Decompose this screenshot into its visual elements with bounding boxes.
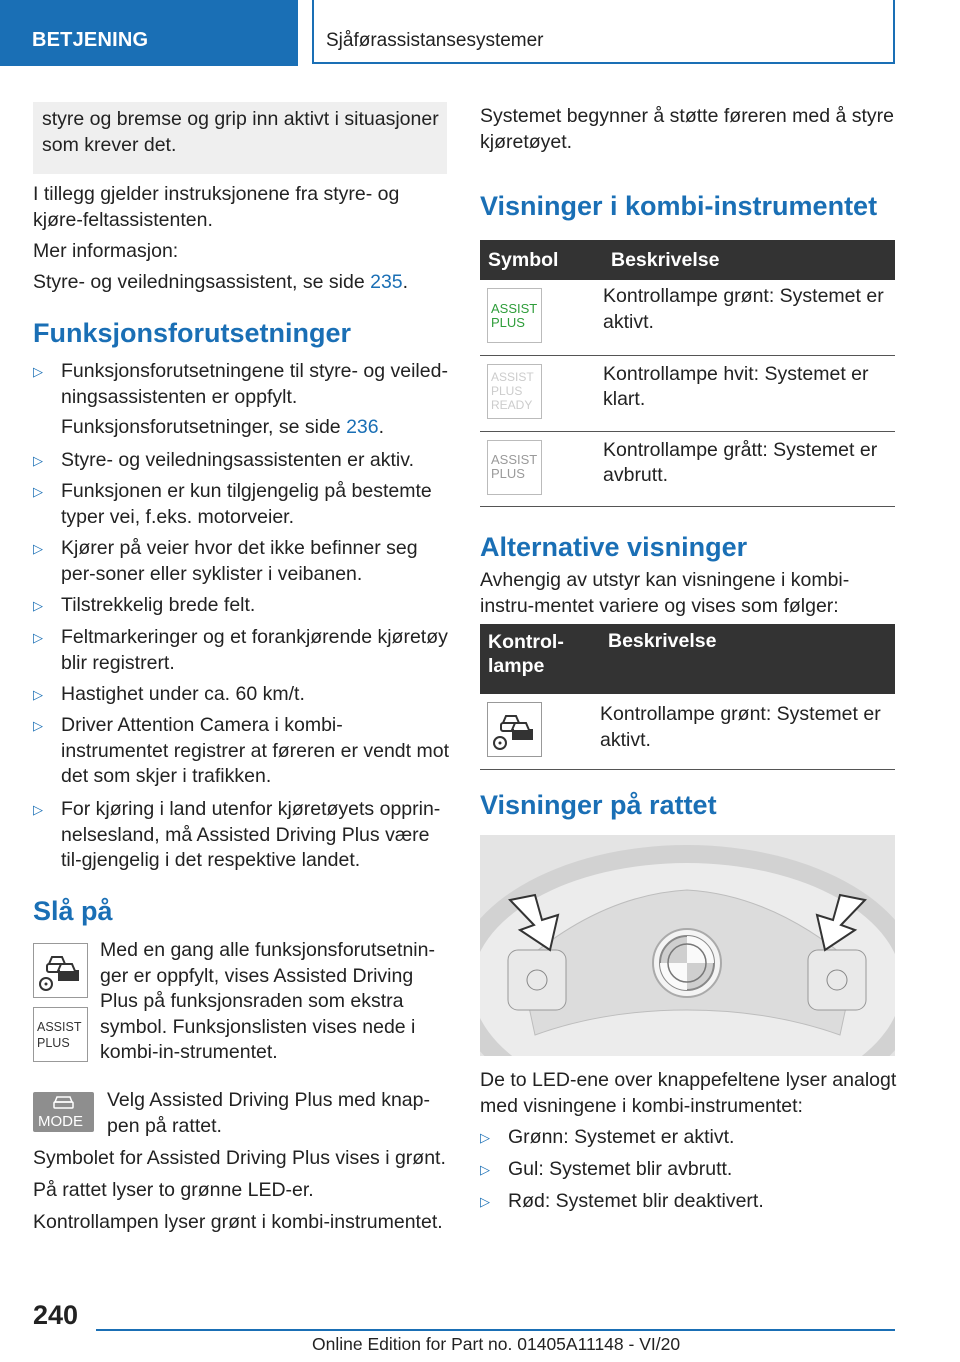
table-cell-description: Kontrollampe grønt: Systemet er aktivt. — [600, 694, 895, 769]
alternative-table — [480, 624, 895, 770]
footer-divider — [96, 1329, 895, 1331]
list-item-text: Hastighet under ca. 60 km/t. — [61, 683, 305, 705]
header-chapter-tab — [312, 0, 895, 64]
list-item-text: Styre- og veiledningsassistenten er aktiv. — [61, 449, 414, 471]
reference-period: . — [378, 416, 385, 438]
list-item-text: Tilstrekkelig brede felt. — [61, 594, 256, 616]
paragraph: På rattet lyser to grønne LED-er. — [33, 1179, 314, 1201]
table-row — [480, 355, 895, 431]
heading-steering-wheel: Visninger på rattet — [480, 790, 717, 820]
page-link[interactable]: 235 — [370, 271, 403, 293]
table-cell-description: Kontrollampe grått: Systemet er avbrutt. — [603, 431, 895, 506]
page-number: 240 — [33, 1300, 79, 1330]
bullet-triangle-icon: ▷ — [33, 687, 43, 702]
mode-label: MODE — [38, 1113, 83, 1130]
list-item-text: Kjører på veier hvor det ikke befinner seg per-soner eller syklister i veibanen. — [61, 537, 418, 585]
symbol-table — [480, 240, 895, 507]
reference-text: Styre- og veiledningsassistent, se side — [33, 271, 371, 293]
paragraph: I tillegg gjelder instruksjonene fra styre- og kjøre-feltassistenten. — [33, 183, 400, 231]
table-header-symbol: Symbol — [480, 240, 603, 280]
table-cell-description: Kontrollampe grønt: Systemet er aktivt. — [603, 280, 895, 355]
table-row — [480, 280, 895, 355]
list-item-text: Grønn: Systemet er aktivt. — [508, 1126, 735, 1148]
assisted-driving-car-icon — [33, 943, 88, 998]
note-text: styre og bremse og grip inn aktivt i situasjoner som krever det. — [42, 108, 439, 156]
car-green-icon — [487, 702, 542, 757]
list-item-text: Funksjonsforutsetningene til styre- og veiled-ningsassistenten er oppfylt. — [61, 360, 448, 408]
note-box — [33, 102, 447, 174]
bullet-triangle-icon: ▷ — [33, 718, 43, 733]
table-row — [480, 431, 895, 506]
paragraph: Symbolet for Assisted Driving Plus vises i grønt. — [33, 1147, 446, 1169]
mode-button-icon — [33, 1092, 94, 1132]
switch-on-description: Med en gang alle funksjonsforutsetnin-ger er oppfylt, vises Assisted Driving Plus på funksjonsraden som ekstra symbol. Funksjonslisten vises nede i kombi-in-strumentet. — [100, 939, 435, 1063]
bullet-triangle-icon: ▷ — [480, 1130, 490, 1145]
heading-cluster-displays: Visninger i kombi-instrumentet — [480, 191, 878, 221]
bullet-triangle-icon: ▷ — [33, 453, 43, 468]
heading-switch-on: Slå på — [33, 896, 113, 926]
bullet-triangle-icon: ▷ — [33, 802, 43, 817]
bullet-triangle-icon: ▷ — [33, 364, 43, 379]
heading-function-requirements: Funksjonsforutsetninger — [33, 318, 352, 348]
paragraph: De to LED-ene over knappefeltene lyser analogt med visningene i kombi-instrumentet: — [480, 1069, 897, 1117]
reference-period: . — [402, 271, 409, 293]
bullet-triangle-icon: ▷ — [33, 598, 43, 613]
steering-wheel-image — [480, 835, 895, 1056]
bullet-triangle-icon: ▷ — [33, 630, 43, 645]
footer-edition: Online Edition for Part no. 01405A11148 - VI/20 — [312, 1334, 681, 1354]
assist-plus-ready-white-icon: ASSIST PLUS READY — [487, 364, 542, 419]
assist-plus-grey-icon: ASSIST PLUS — [487, 440, 542, 495]
bullet-triangle-icon: ▷ — [480, 1162, 490, 1177]
table-row — [480, 694, 895, 769]
svg-text:ASSIST: ASSIST — [37, 1020, 82, 1034]
paragraph: Mer informasjon: — [33, 240, 179, 262]
list-item-text: Feltmarkeringer og et forankjørende kjøretøy blir registrert. — [61, 626, 448, 674]
table-cell-description: Kontrollampe hvit: Systemet er klart. — [603, 355, 895, 431]
paragraph-reference — [33, 270, 408, 296]
table-header-description: Beskrivelse — [603, 240, 895, 280]
list-item-text: For kjøring i land utenfor kjøretøyets opprin-nelsesland, må Assisted Driving Plus være til-gjengelig i det respektive landet. — [61, 798, 441, 871]
list-item-text: Gul: Systemet blir avbrutt. — [508, 1158, 733, 1180]
paragraph: Avhengig av utstyr kan visningene i kombi-instru-mentet variere og vises som følger: — [480, 569, 850, 617]
paragraph: Systemet begynner å støtte føreren med å styre kjøretøyet. — [480, 105, 895, 153]
header-chapter-label: Sjåførassistansesystemer — [326, 30, 544, 51]
list-item-text: Rød: Systemet blir deaktivert. — [508, 1190, 764, 1212]
bullet-triangle-icon: ▷ — [33, 484, 43, 499]
list-item-text: Funksjonen er kun tilgjengelig på bestemte typer vei, f.eks. motorveier. — [61, 480, 432, 528]
page-link[interactable]: 236 — [346, 416, 379, 438]
reference-text: Funksjonsforutsetninger, se side — [61, 416, 347, 438]
assist-plus-green-icon: ASSIST PLUS — [487, 288, 542, 343]
header-section-label: BETJENING — [32, 29, 149, 51]
bullet-triangle-icon: ▷ — [480, 1194, 490, 1209]
paragraph: Kontrollampen lyser grønt i kombi-instrumentet. — [33, 1211, 443, 1233]
heading-alternative-displays: Alternative visninger — [480, 532, 748, 562]
header-section-tab — [0, 0, 298, 66]
bullet-triangle-icon: ▷ — [33, 541, 43, 556]
mode-instruction: Velg Assisted Driving Plus med knap-pen på rattet. — [107, 1089, 430, 1137]
assist-plus-icon — [33, 1007, 88, 1062]
table-header-lamp: Kontrol-lampe — [480, 624, 600, 694]
table-header-description: Beskrivelse — [600, 624, 895, 694]
sub-reference — [61, 415, 384, 441]
svg-text:PLUS: PLUS — [37, 1036, 70, 1050]
list-item-text: Driver Attention Camera i kombi-instrumentet registrer at føreren er vendt mot det som skjer i trafikken. — [61, 714, 449, 787]
